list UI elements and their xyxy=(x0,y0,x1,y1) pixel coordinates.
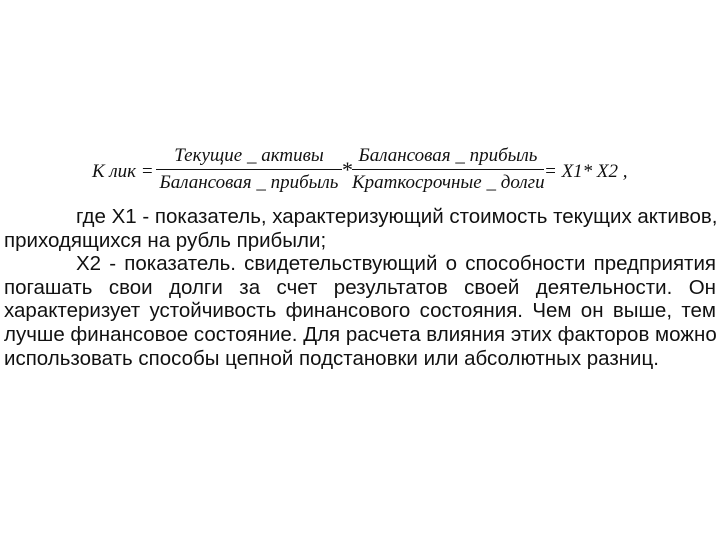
x2-definition-line-5: использовать способы цепной подстановки или абсолютных разниц. xyxy=(4,346,659,370)
fraction-1-numerator: Текущие _ активы xyxy=(156,145,342,170)
fraction-2-denominator: Краткосрочные _ долги xyxy=(352,172,545,193)
x2-definition-line-1: Х2 - показатель. свидетельствующий о способности предприятия xyxy=(76,252,716,276)
formula-lhs: К лик = xyxy=(92,161,154,182)
multiply-operator: * xyxy=(342,157,353,182)
x2-definition-line-3: характеризует устойчивость финансового состояния. Чем он выше, тем xyxy=(4,299,716,323)
x2-definition-line-4: лучше финансовое состояние. Для расчета влияния этих факторов можно xyxy=(4,322,717,346)
fraction-assets-to-profit xyxy=(156,145,342,194)
fraction-profit-to-debts xyxy=(352,145,544,194)
fraction-2-numerator: Балансовая _ прибыль xyxy=(352,145,544,170)
x1-definition-line-2: приходящихся на рубль прибыли; xyxy=(4,228,327,252)
fraction-1-denominator: Балансовая _ прибыль xyxy=(159,172,339,193)
x1-definition-line-1: где Х1 - показатель, характеризующий стоимость текущих активов, xyxy=(76,205,718,228)
x2-definition-line-2: погашать свои долги за счет результатов своей деятельности. Он xyxy=(4,275,716,299)
formula-rhs: = Х1* Х2 , xyxy=(544,161,628,182)
explanation-text xyxy=(4,205,716,370)
liquidity-formula xyxy=(92,145,652,201)
